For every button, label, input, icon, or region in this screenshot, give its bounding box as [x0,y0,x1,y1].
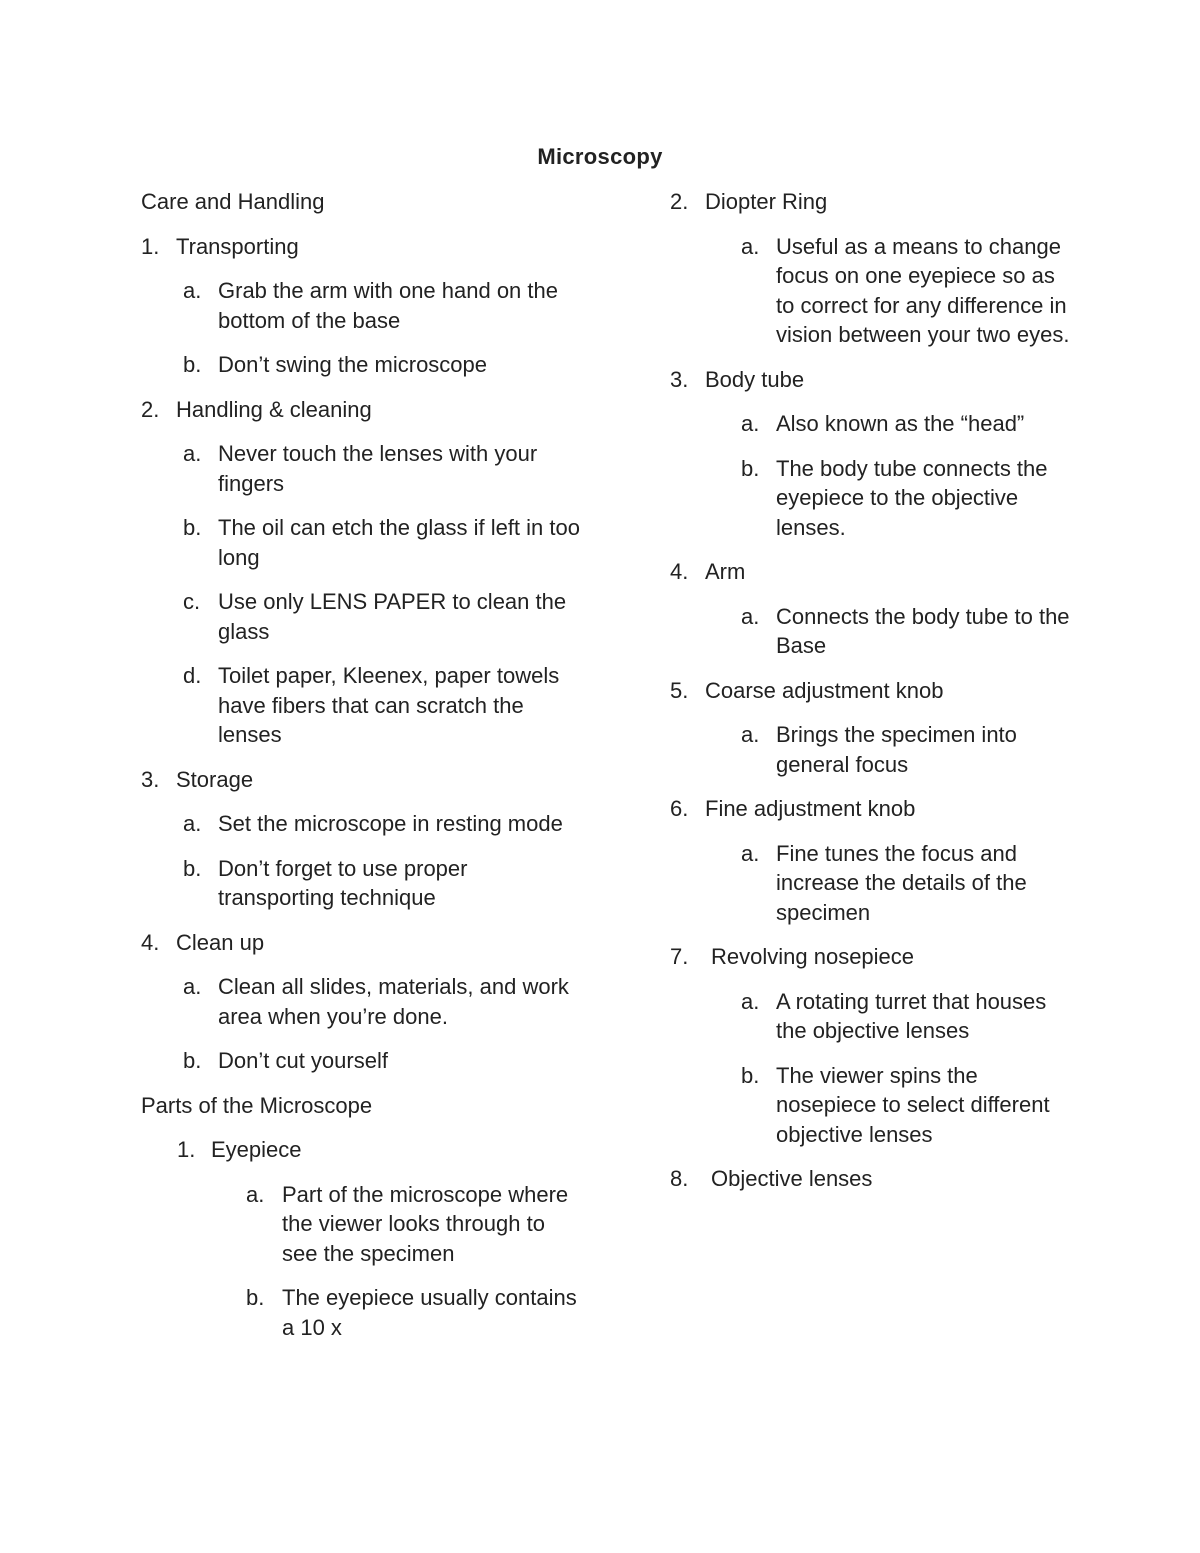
sub-item-text: A rotating turret that houses the objective lenses [776,988,1047,1043]
list-number: 1. [141,233,160,259]
list-item-label: Body tube [705,366,805,392]
list-item-label: Objective lenses [711,1166,873,1191]
list-item [141,1135,581,1165]
list-item-label: Arm [705,559,746,584]
sub-item-text: The body tube connects the eyepiece to the objective lenses. [776,455,1048,540]
sub-item [670,602,1070,661]
parts-list-left [141,1135,581,1342]
list-item-label: Eyepiece [211,1137,302,1162]
sub-item-text: Clean all slides, materials, and work area when you’re done. [218,974,569,1029]
sub-item [670,409,1070,439]
right-column [670,187,1070,1209]
list-item-label: Transporting [176,233,299,259]
list-number: 7. [670,944,689,969]
sub-item [141,276,581,335]
sub-letter: a. [741,411,760,436]
sub-letter: a. [183,278,202,303]
sub-letter: b. [183,515,202,540]
list-item-label: Fine adjustment knob [705,796,916,821]
sub-letter: b. [741,1062,760,1088]
sub-item [141,439,581,498]
sub-letter: a. [246,1181,265,1207]
sub-item [141,854,581,913]
sub-item-text: Don’t cut yourself [218,1048,388,1073]
sub-item-text: Grab the arm with one hand on the bottom of the base [218,278,558,333]
list-number: 4. [141,929,160,955]
sub-letter: a. [183,811,202,836]
sub-item [670,987,1070,1046]
list-item-label: Revolving nosepiece [711,944,915,969]
sub-letter: a. [741,988,760,1014]
list-item-label: Coarse adjustment knob [705,677,944,703]
sub-letter: b. [183,352,202,377]
section-heading-care: Care and Handling [141,189,325,214]
list-number: 5. [670,677,689,703]
sub-item-text: Toilet paper, Kleenex, paper towels have fibers that can scratch the lenses [218,663,560,747]
sub-item [141,972,581,1031]
list-item [670,794,1070,824]
sub-letter: b. [183,1048,202,1073]
sub-item-text: Useful as a means to change focus on one eyepiece so as to correct for any difference in vision between your two eyes. [776,233,1070,347]
list-item [141,395,581,425]
sub-item [141,1046,581,1076]
section-heading-parts: Parts of the Microscope [141,1092,373,1118]
sub-item [670,1061,1070,1150]
sub-letter: a. [741,722,760,747]
sub-item-text: Also known as the “head” [776,411,1025,436]
sub-item [670,454,1070,543]
list-item [670,676,1070,706]
sub-item-text: Use only LENS PAPER to clean the glass [218,589,567,644]
list-item-label: Diopter Ring [705,189,828,214]
sub-item-text: Connects the body tube to the Base [776,603,1070,658]
sub-letter: a. [741,603,760,629]
sub-letter: a. [183,441,202,466]
sub-item [670,839,1070,928]
list-number: 4. [670,559,689,584]
sub-item-text: Brings the specimen into general focus [776,722,1017,777]
sub-item-text: The viewer spins the nosepiece to select different objective lenses [776,1062,1050,1147]
list-item [670,187,1070,217]
sub-letter: b. [183,855,202,881]
sub-item [141,1283,581,1342]
sub-item-text: Set the microscope in resting mode [218,811,563,836]
sub-item [141,350,581,380]
list-item [670,557,1070,587]
list-item [670,365,1070,395]
list-item-label: Storage [176,766,254,792]
list-number: 2. [141,396,160,422]
list-item [141,232,581,262]
document-title: Microscopy [537,144,663,169]
list-number: 3. [141,766,160,792]
sub-item [141,661,581,750]
sub-item-text: Never touch the lenses with your fingers [218,441,538,496]
sub-item [141,513,581,572]
sub-item [670,720,1070,779]
sub-letter: b. [246,1285,265,1310]
list-number: 1. [177,1137,196,1162]
list-number: 3. [670,366,689,392]
sub-item-text: Don’t forget to use proper transporting technique [218,855,468,910]
sub-letter: c. [183,589,201,614]
list-number: 8. [670,1166,689,1191]
sub-item-text: The eyepiece usually contains a 10 x [282,1285,577,1340]
sub-letter: a. [741,840,760,866]
list-item [141,928,581,958]
sub-item [141,809,581,839]
list-item [141,765,581,795]
sub-item [670,232,1070,350]
list-item [670,942,1070,972]
list-item-label: Handling & cleaning [176,396,372,422]
sub-item [141,1180,581,1269]
sub-item-text: The oil can etch the glass if left in too long [218,515,580,570]
sub-item-text: Fine tunes the focus and increase the details of the specimen [776,840,1027,925]
list-item [670,1164,1070,1194]
left-column [141,187,581,1357]
sub-letter: b. [741,455,760,481]
sub-item [141,587,581,646]
sub-item-text: Part of the microscope where the viewer looks through to see the specimen [282,1181,569,1266]
list-item-label: Clean up [176,929,265,955]
list-number: 2. [670,189,689,214]
sub-letter: d. [183,663,202,688]
sub-letter: a. [741,233,760,259]
sub-item-text: Don’t swing the microscope [218,352,488,377]
sub-letter: a. [183,974,202,999]
list-number: 6. [670,796,689,821]
